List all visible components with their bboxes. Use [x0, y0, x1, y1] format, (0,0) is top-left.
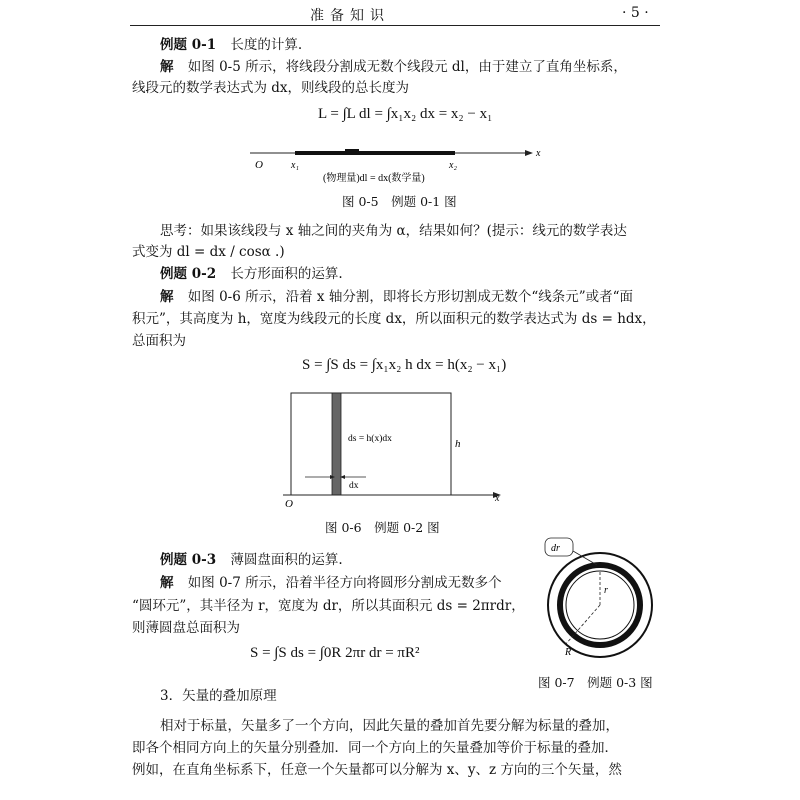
example-0-3-solution-line3: 则薄圆盘总面积为 [132, 620, 240, 636]
solution-text: 如图 0-6 所示，沿着 x 轴分割，即将长方形切割成无数个“线条元”或者“面 [187, 289, 634, 305]
axis-x-label: x [495, 493, 500, 504]
strip-formula: ds = h(x)dx [348, 434, 392, 444]
example-title: 薄圆盘面积的运算. [230, 552, 343, 568]
figure-0-5 [245, 140, 545, 186]
example-0-3-heading [160, 550, 343, 570]
x1-label: x₁ [291, 160, 299, 171]
equation-length: L = ∫L dl = ∫x₁x₂ dx = x₂ − x₁ [318, 106, 493, 122]
figure-0-7-caption: 图 0-7 例题 0-3 图 [538, 675, 653, 690]
example-label: 例题 0-1 [160, 37, 217, 53]
header-rule [130, 25, 660, 26]
origin-label: O [285, 498, 293, 507]
example-0-1-solution-line1 [160, 57, 627, 77]
dr-label: dr [551, 543, 560, 554]
think-line2: 式变为 dl = dx / cosα .) [132, 244, 285, 260]
figure-0-5-caption: 图 0-5 例题 0-1 图 [342, 194, 457, 209]
example-0-2-solution-line1 [160, 287, 633, 307]
example-title: 长方形面积的运算. [230, 266, 343, 282]
solution-label: 解 [160, 575, 174, 591]
equation-rectangle-area: S = ∫S ds = ∫x₁x₂ h dx = h(x₂ − x₁) [302, 357, 507, 373]
example-0-2-solution-line3: 总面积为 [132, 333, 186, 349]
solution-label: 解 [160, 289, 174, 305]
physical-math-note: (物理量)dl = dx(数学量) [323, 173, 425, 184]
page-number: · 5 · [622, 5, 649, 21]
solution-label: 解 [160, 59, 174, 75]
height-label: h [455, 438, 461, 450]
example-0-2-heading [160, 264, 343, 284]
R-label: R [565, 647, 572, 658]
figure-0-6-caption: 图 0-6 例题 0-2 图 [325, 520, 440, 535]
section-paragraph-line3: 例如，在直角坐标系下，任意一个矢量都可以分解为 x、y、z 方向的三个矢量，然 [132, 762, 622, 778]
origin-label: O [255, 159, 263, 171]
x-axis-arrow [525, 150, 533, 156]
example-0-3-solution-line2: “圆环元”，其半径为 r，宽度为 dr，所以其面积元 ds = 2πrdr， [132, 598, 525, 614]
example-0-2-solution-line2: 积元”，其高度为 h，宽度为线段元的长度 dx，所以面积元的数学表达式为 ds = hdx， [132, 311, 656, 327]
solution-text: 如图 0-5 所示，将线段分割成无数个线段元 dl，由于建立了直角坐标系， [187, 59, 627, 75]
solution-text: 如图 0-7 所示，沿着半径方向将圆形分割成无数多个 [187, 575, 502, 591]
section-heading: 3．矢量的叠加原理 [160, 688, 277, 704]
example-label: 例题 0-2 [160, 266, 217, 282]
think-line1: 思考：如果该线段与 x 轴之间的夹角为 α，结果如何？(提示：线元的数学表达 [160, 223, 627, 239]
r-label: r [604, 585, 608, 596]
figure-0-7 [535, 533, 670, 668]
equation-disk-area: S = ∫S ds = ∫0R 2πr dr = πR² [250, 645, 420, 661]
example-0-1-solution-line2: 线段元的数学表达式为 dx，则线段的总长度为 [132, 80, 410, 96]
section-paragraph-line1: 相对于标量，矢量多了一个方向，因此矢量的叠加首先要分解为标量的叠加， [160, 718, 619, 734]
example-0-1-heading [160, 35, 302, 55]
section-paragraph-line2: 即各个相同方向上的矢量分别叠加．同一个方向上的矢量叠加等价于标量的叠加． [132, 740, 618, 756]
dx-label: dx [349, 481, 359, 491]
running-header-title: 准备知识 [310, 8, 390, 24]
example-0-3-solution-line1 [160, 573, 502, 593]
rectangle [291, 393, 451, 495]
example-title: 长度的计算. [230, 37, 303, 53]
x2-label: x₂ [449, 160, 457, 171]
axis-x-label: x [536, 148, 541, 159]
segment-element-dl [345, 149, 359, 153]
figure-0-6 [275, 385, 505, 507]
example-label: 例题 0-3 [160, 552, 217, 568]
strip-element [332, 393, 341, 495]
